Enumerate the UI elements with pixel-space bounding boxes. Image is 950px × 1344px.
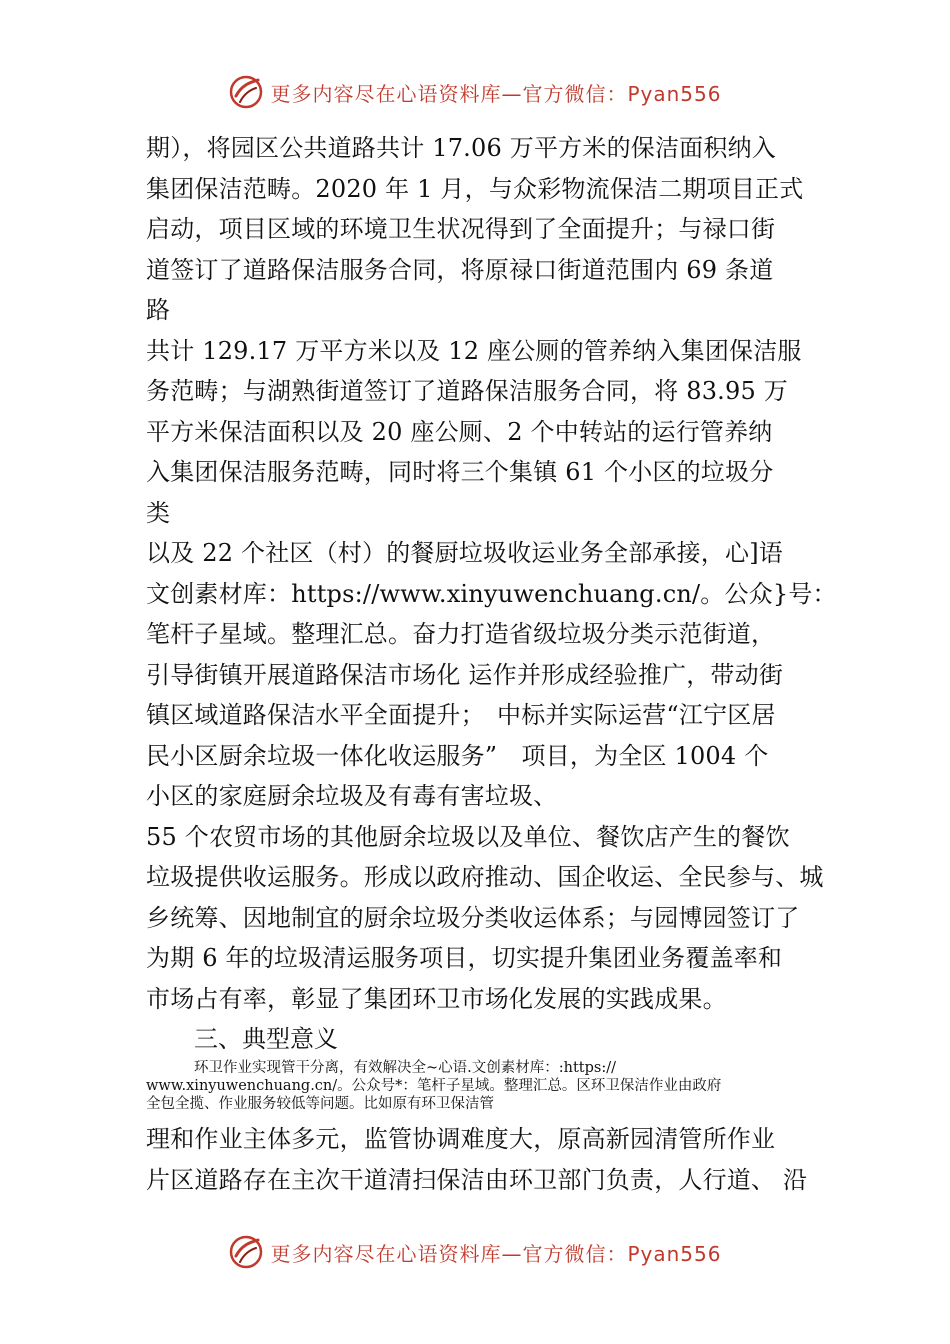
brush-logo-icon <box>228 1234 264 1270</box>
text-line: 务范畴；与湖熟街道签订了道路保洁服务合同，将 83.95 万 <box>146 377 788 405</box>
watermark-footer <box>0 1232 950 1272</box>
text-line: 为期 6 年的垃圾清运服务项目，切实提升集团业务覆盖率和 <box>146 944 783 972</box>
text-line: 集团保洁范畴。2020 年 1 月，与众彩物流保洁二期项目正式 <box>146 174 804 203</box>
small-paragraph <box>146 1059 826 1113</box>
watermark-text: 更多内容尽在心语资料库—官方微信：Pyan556 <box>270 1241 722 1266</box>
text-line: 入集团保洁服务范畴，同时将三个集镇 61 个小区的垃圾分 <box>146 458 774 486</box>
paragraph-5 <box>146 1119 826 1200</box>
small-text-line: www.xinyuwenchuang.cn/。公众号*：笔杆子星域。整理汇总。区环卫保洁作业由政府 <box>146 1078 722 1094</box>
text-line: 理和作业主体多元，监管协调难度大，原高新园清管所作业 <box>146 1125 776 1153</box>
text-line: 共计 129.17 万平方米以及 12 座公厕的管养纳入集团保洁服 <box>146 336 802 365</box>
text-line: 市场占有率，彰显了集团环卫市场化发展的实践成果。 <box>146 984 727 1013</box>
paragraph-2 <box>146 331 826 534</box>
text-line: 路 <box>146 296 171 324</box>
text-line: 引导街镇开展道路保洁市场化 运作并形成经验推广，带动街 <box>146 660 784 689</box>
watermark-header <box>0 72 950 112</box>
text-line: 期），将园区公共道路共计 17.06 万平方米的保洁面积纳入 <box>146 134 776 162</box>
text-line: 55 个农贸市场的其他厨余垃圾以及单位、餐饮店产生的餐饮 <box>146 822 790 851</box>
document-body <box>146 128 837 1200</box>
watermark-text: 更多内容尽在心语资料库—官方微信：Pyan556 <box>270 81 722 106</box>
text-line: 文创素材库：https://www.xinyuwenchuang.cn/。公众}号： <box>146 579 837 608</box>
text-line: 民小区厨余垃圾一体化收运服务” 项目，为全区 1004 个 <box>146 741 769 770</box>
text-line: 以及 22 个社区（村）的餐厨垃圾收运业务全部承接，心]语 <box>146 539 783 567</box>
paragraph-3 <box>146 533 837 817</box>
text-line: 类 <box>146 498 171 527</box>
text-line: 笔杆子星域。整理汇总。奋力打造省级垃圾分类示范街道， <box>146 620 776 648</box>
text-line: 片区道路存在主次干道清扫保洁由环卫部门负责，人行道、 沿 <box>146 1165 808 1194</box>
text-line: 平方米保洁面积以及 20 座公厕、2 个中转站的运行管养纳 <box>146 417 773 446</box>
paragraph-4 <box>146 817 826 1020</box>
text-line: 镇区域道路保洁水平全面提升； 中标并实际运营“江宁区居 <box>146 701 776 729</box>
section-heading: 三、典型意义 <box>194 1025 338 1053</box>
text-line: 垃圾提供收运服务。形成以政府推动、国企收运、全民参与、城 <box>146 863 824 891</box>
small-text-line: 全包全揽、作业服务较低等问题。比如原有环卫保洁管 <box>146 1096 494 1112</box>
small-text-line: 环卫作业实现管干分离，有效解决全~心语.文创素材库：:https:// <box>194 1060 617 1076</box>
text-line: 启动，项目区域的环境卫生状况得到了全面提升；与禄口街 <box>146 215 776 243</box>
text-line: 小区的家庭厨余垃圾及有毒有害垃圾、 <box>146 782 558 810</box>
paragraph-1 <box>146 128 826 331</box>
brush-logo-icon <box>228 74 264 110</box>
text-line: 乡统筹、因地制宜的厨余垃圾分类收运体系；与园博园签订了 <box>146 903 800 932</box>
text-line: 道签订了道路保洁服务合同，将原禄口街道范围内 69 条道 <box>146 255 774 284</box>
